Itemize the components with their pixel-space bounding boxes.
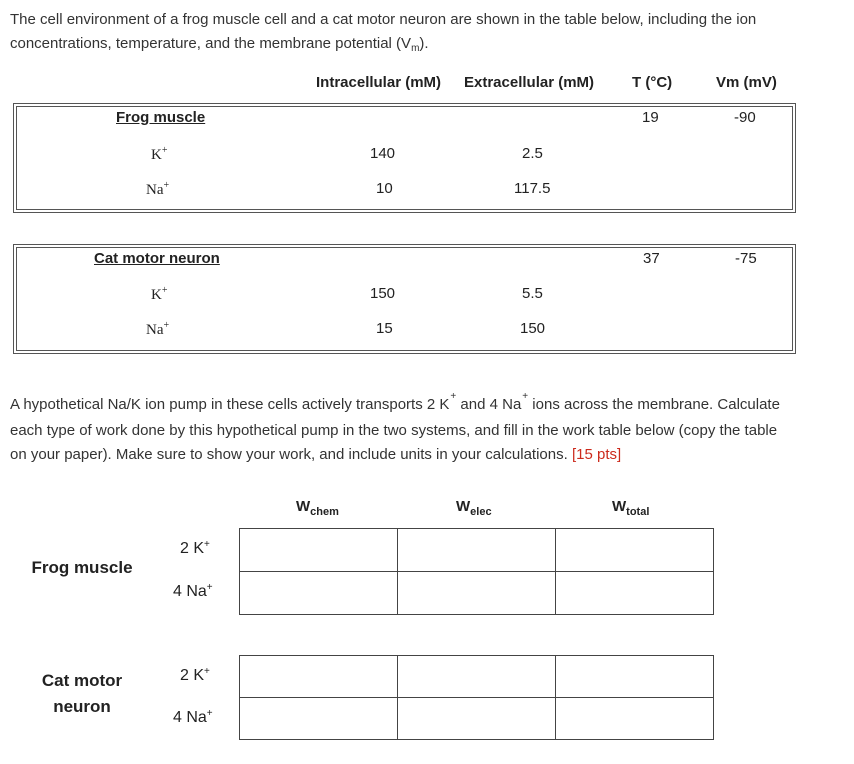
cat-k-wtotal-cell[interactable] [555,655,714,698]
cat-name: Cat motor neuron [94,250,220,267]
pump-line-1: A hypothetical Na/K ion pump in these cells actively transports 2 K+ and 4 Na+ ions across the membrane. Calculate [10,391,780,413]
frog-k-wchem-cell[interactable] [239,528,398,572]
header-extracellular: Extracellular (mM) [464,74,595,91]
cat-na-extracellular: 150 [520,320,546,337]
cat-na-welec-cell[interactable] [397,697,556,740]
intro-line-1: The cell environment of a frog muscle cell and a cat motor neuron are shown in the table below, including the ion [10,11,757,28]
frog-temp: 19 [642,109,659,126]
header-w-chem: $W_{chem}$ [296,498,339,518]
cat-k-intracellular: 150 [370,285,396,302]
points-badge: [15 pts] [571,446,622,463]
frog-k-intracellular: 140 [370,145,396,162]
header-w-total: $W_{total}$ [612,498,650,518]
intro-line-2: concentrations, temperature, and the membrane potential $(V_m)$. [10,35,429,54]
cat-k-label: K+ [151,285,168,303]
cat-k-extracellular: 5.5 [522,285,543,302]
cat-vm: -75 [735,250,757,267]
frog-k-label: K+ [151,145,168,163]
cat-work-label: Cat motor neuron [41,671,123,716]
frog-k-wtotal-cell[interactable] [555,528,714,572]
frog-work-label: Frog muscle [31,558,133,577]
cat-na-intracellular: 15 [376,320,393,337]
pump-line-3: on your paper). Make sure to show your work, and include units in your calculations. [15 pts] [10,446,622,463]
pump-paragraph [10,393,850,467]
frog-name: Frog muscle [116,109,206,126]
cat-na-wchem-cell[interactable] [239,697,398,740]
header-intracellular: Intracellular (mM) [316,74,442,91]
header-temperature: T (°C) [632,74,673,91]
frog-k-row-label: 2 K+ [180,539,210,557]
cat-temp: 37 [643,250,660,267]
frog-na-label: Na+ [146,180,170,198]
cat-k-row-label: 2 K+ [180,666,210,684]
header-membrane-potential: Vm (mV) [716,74,777,91]
frog-na-extracellular: 117.5 [514,180,551,197]
intro-paragraph [10,8,850,61]
frog-na-intracellular: 10 [376,180,393,197]
frog-vm: -90 [734,109,756,126]
frog-k-welec-cell[interactable] [397,528,556,572]
cat-k-welec-cell[interactable] [397,655,556,698]
frog-k-extracellular: 2.5 [522,145,543,162]
pump-line-2: each type of work done by this hypothetical pump in the two systems, and fill in the work table below (copy the table [10,422,778,439]
frog-na-welec-cell[interactable] [397,571,556,615]
cat-na-label: Na+ [146,320,170,338]
frog-na-wtotal-cell[interactable] [555,571,714,615]
header-w-elec: $W_{elec}$ [456,498,492,518]
cat-na-wtotal-cell[interactable] [555,697,714,740]
cat-na-row-label: 4 Na+ [173,708,213,726]
cat-k-wchem-cell[interactable] [239,655,398,698]
frog-na-row-label: 4 Na+ [173,582,213,600]
frog-na-wchem-cell[interactable] [239,571,398,615]
